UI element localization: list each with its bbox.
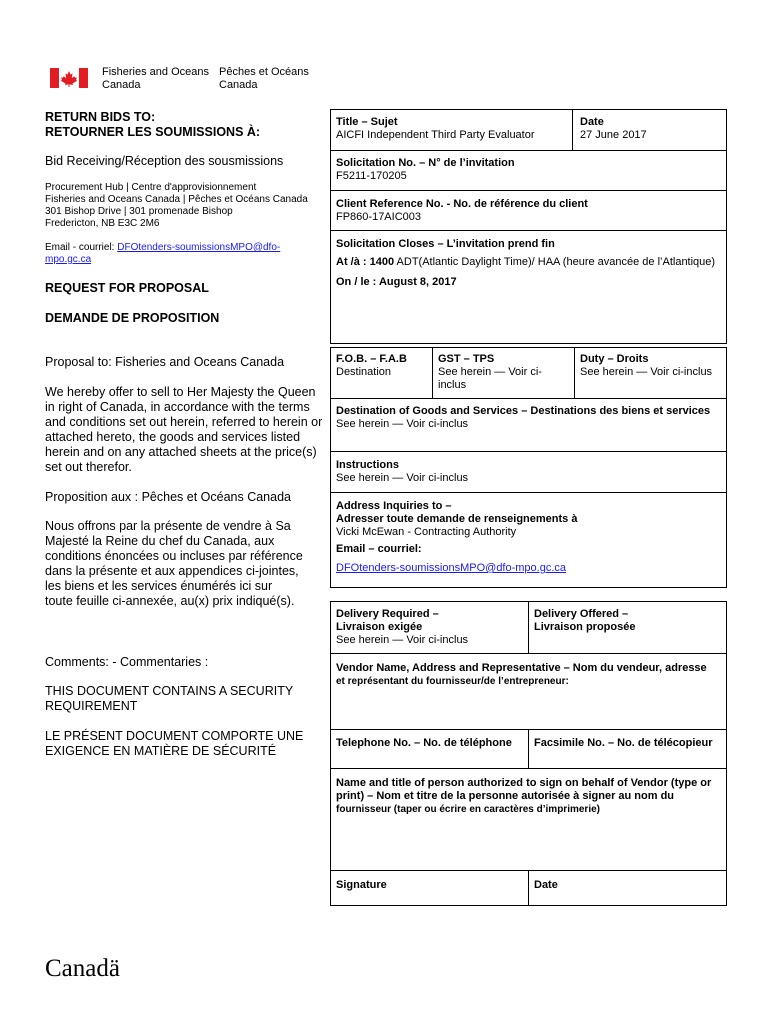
closes-field — [331, 234, 725, 293]
address-inquiries-field — [331, 496, 725, 579]
delivery-required-field — [331, 604, 527, 651]
authorized-signer-label: Name and title of person authorized to sign on behalf of Vendor (type or print) – Nom et titre de la personne autorisée à signer au nom du — [336, 777, 712, 802]
telephone-label: Telephone No. – No. de téléphone — [336, 737, 512, 749]
closes-at-time: At /à : 1400 — [336, 256, 395, 268]
security-fr: LE PRÉSENT DOCUMENT COMPORTE UNE EXIGENCE EN MATIÈRE DE SÉCURITÉ — [45, 729, 304, 758]
vendor-label: Vendor Name, Address and Representative – Nom du vendeur, adresse — [336, 662, 707, 674]
destination-label: Destination of Goods and Services – Destinations des biens et services — [336, 405, 711, 417]
org-en-line1: Fisheries and Oceans — [102, 66, 209, 78]
delivery-offered-label-fr: Livraison proposée — [534, 621, 636, 633]
bid-address — [45, 182, 308, 230]
proposition: Proposition aux : Pêches et Océans Canada — [45, 490, 291, 504]
contact-email-link[interactable]: DFOtenders-soumissionsMPO@dfo-mpo.gc.ca — [336, 562, 567, 574]
solicitation-value: F5211-170205 — [336, 170, 407, 182]
return-bids-fr: RETOURNER LES SOUMISSIONS À: — [45, 125, 261, 139]
date-field — [575, 112, 725, 146]
vendor-field[interactable] — [331, 658, 725, 692]
proposal-to: Proposal to: Fisheries and Oceans Canada — [45, 355, 285, 369]
client-ref-label: Client Reference No. - No. de référence du client — [336, 198, 588, 210]
client-ref-value: FP860-17AIC003 — [336, 211, 421, 223]
org-fr-line2: Canada — [219, 79, 258, 91]
address-line: Fisheries and Oceans Canada | Pêches et Océans Canada — [45, 194, 308, 205]
title-label: Title – Sujet — [336, 116, 398, 128]
instructions-label: Instructions — [336, 459, 399, 471]
org-name-en — [102, 66, 209, 92]
email-label: Email - courriel: — [45, 242, 118, 253]
rfp-fr: DEMANDE DE PROPOSITION — [45, 311, 220, 325]
delivery-required-label: Delivery Required – — [336, 608, 439, 620]
telephone-field[interactable] — [331, 733, 527, 754]
signature-label: Signature — [336, 879, 387, 891]
gst-field — [433, 349, 573, 396]
canada-wordmark: Canadä — [45, 955, 120, 982]
title-field — [331, 112, 571, 146]
address-line: Procurement Hub | Centre d'approvisionnement — [45, 182, 257, 193]
canada-flag-icon — [50, 68, 88, 88]
closes-label: Solicitation Closes – L’invitation prend fin — [336, 238, 555, 250]
fob-label: F.O.B. – F.A.B — [336, 353, 407, 365]
gst-value: See herein — Voir ci-inclus — [438, 366, 542, 391]
delivery-offered-field[interactable] — [529, 604, 725, 638]
contact-name: Vicki McEwan - Contracting Authority — [336, 526, 517, 538]
org-fr-line1: Pêches et Océans — [219, 66, 309, 78]
org-name-fr — [219, 66, 309, 92]
signature-date-field[interactable] — [529, 875, 725, 896]
title-value: AICFI Independent Third Party Evaluator — [336, 129, 535, 141]
security-en: THIS DOCUMENT CONTAINS A SECURITY REQUIREMENT — [45, 684, 293, 713]
return-bids-heading — [45, 110, 260, 140]
address-line: 301 Bishop Drive | 301 promenade Bishop — [45, 206, 233, 217]
delivery-required-value: See herein — Voir ci-inclus — [336, 634, 469, 646]
delivery-offered-label: Delivery Offered – — [534, 608, 629, 620]
comments: Comments: - Commentaries : — [45, 655, 209, 669]
fob-value: Destination — [336, 366, 392, 378]
duty-label: Duty – Droits — [580, 353, 649, 365]
authorized-signer-label-fr: fournisseur (taper ou écrire en caractères d’imprimerie) — [336, 804, 600, 815]
fob-field — [331, 349, 431, 383]
client-ref-field — [331, 194, 725, 228]
closes-on: On / le : August 8, 2017 — [336, 276, 457, 288]
solicitation-label: Solicitation No. – N° de l’invitation — [336, 157, 515, 169]
solicitation-field — [331, 153, 725, 187]
closes-at — [336, 256, 720, 269]
gst-label: GST – TPS — [438, 353, 495, 365]
closes-at-zone: ADT(Atlantic Daylight Time)/ HAA (heure avancée de l’Atlantique) — [394, 256, 716, 268]
destination-value: See herein — Voir ci-inclus — [336, 418, 469, 430]
duty-field — [575, 349, 725, 383]
delivery-required-label-fr: Livraison exigée — [336, 621, 423, 633]
rfp-en: REQUEST FOR PROPOSAL — [45, 281, 209, 295]
offer-text-en: We hereby offer to sell to Her Majesty the Queen in right of Canada, in accordance with the terms and conditions set out herein, referred to herein or attached hereto, the goods and services listed herein and on any attached sheets at the price(s) set out therefor. — [45, 385, 323, 474]
date-value: 27 June 2017 — [580, 129, 647, 141]
duty-value: See herein — Voir ci-inclus — [580, 366, 713, 378]
instructions-field — [331, 455, 725, 489]
signature-field[interactable] — [331, 875, 527, 896]
address-inquiries-label: Address Inquiries to – — [336, 500, 452, 512]
address-line: Fredericton, NB E3C 2M6 — [45, 218, 160, 229]
authorized-signer-field[interactable] — [331, 773, 725, 820]
vendor-label-fr: et représentant du fournisseur/de l’entrepreneur: — [336, 676, 569, 687]
facsimile-label: Facsimile No. – No. de télécopieur — [534, 737, 713, 749]
instructions-value: See herein — Voir ci-inclus — [336, 472, 469, 484]
return-bids-en: RETURN BIDS TO: — [45, 110, 156, 124]
bid-email-link-cont[interactable]: mpo.gc.ca — [45, 254, 92, 265]
bid-email-link[interactable]: DFOtenders-soumissionsMPO@dfo- — [117, 242, 281, 253]
destination-field — [331, 401, 725, 435]
bid-email — [45, 242, 305, 266]
facsimile-field[interactable] — [529, 733, 725, 754]
signature-date-label: Date — [534, 879, 558, 891]
bid-receiving: Bid Receiving/Réception des sousmissions — [45, 154, 284, 168]
date-label: Date — [580, 116, 604, 128]
contact-email-label: Email – courriel: — [336, 543, 422, 555]
address-inquiries-label-fr: Adresser toute demande de renseignements à — [336, 513, 578, 525]
org-en-line2: Canada — [102, 79, 141, 91]
offer-text-fr: Nous offrons par la présente de vendre à Sa Majesté la Reine du chef du Canada, aux conditions énoncées ou incluses par référence dans la présente et aux appendices ci-jointes, les biens et les services énumérés ici sur toute feuille ci-annexée, au(x) prix indiqué(s). — [45, 519, 303, 608]
